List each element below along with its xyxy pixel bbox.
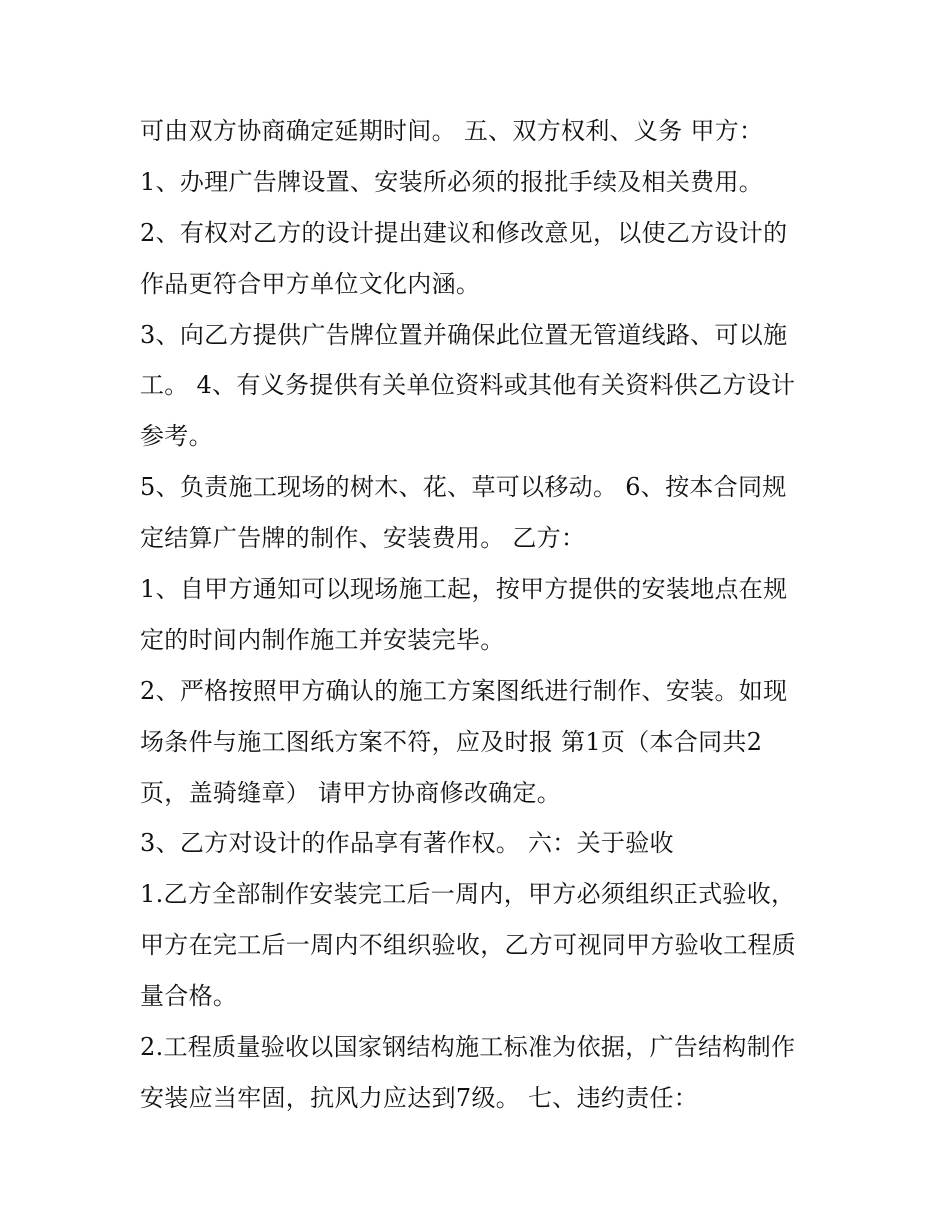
text-line: 甲方在完工后一周内不组织验收，乙方可视同甲方验收工程质 [140,931,797,960]
text-line: 1.乙方全部制作安装完工后一周内，甲方必须组织正式验收， [140,880,796,909]
text-line: 安装应当牢固，抗风力应达到7级。 七、违约责任： [140,1083,699,1112]
text-line: 2、严格按照甲方确认的施工方案图纸进行制作、安装。如现 [140,676,788,705]
text-line: 3、乙方对设计的作品享有著作权。 六：关于验收 [140,829,674,858]
text-line: 2、有权对乙方的设计提出建议和修改意见，以使乙方设计的 [140,218,788,247]
text-line: 定结算广告牌的制作、安装费用。 乙方： [140,524,586,553]
text-line: 作品更符合甲方单位文化内涵。 [140,269,481,298]
text-line: 工。 4、有义务提供有关单位资料或其他有关资料供乙方设计 [140,371,796,400]
text-line: 定的时间内制作施工并安装完毕。 [140,625,505,654]
text-line: 1、自甲方通知可以现场施工起，按甲方提供的安装地点在规 [140,575,788,604]
contract-text-body [140,106,830,1124]
text-line: 页，盖骑缝章） 请甲方协商修改确定。 [140,778,562,807]
text-line: 3、向乙方提供广告牌位置并确保此位置无管道线路、可以施 [140,320,788,349]
text-line: 5、负责施工现场的树木、花、草可以移动。 6、按本合同规 [140,473,787,502]
text-line: 可由双方协商确定延期时间。 五、双方权利、义务 甲方： [140,117,764,145]
text-line: 1、办理广告牌设置、安装所必须的报批手续及相关费用。 [140,167,764,196]
text-line: 2.工程质量验收以国家钢结构施工标准为依据，广告结构制作 [140,1033,796,1062]
text-line: 场条件与施工图纸方案不符，应及时报 第1页（本合同共2 [140,727,763,756]
text-line: 量合格。 [140,982,238,1011]
text-line: 参考。 [140,422,213,451]
